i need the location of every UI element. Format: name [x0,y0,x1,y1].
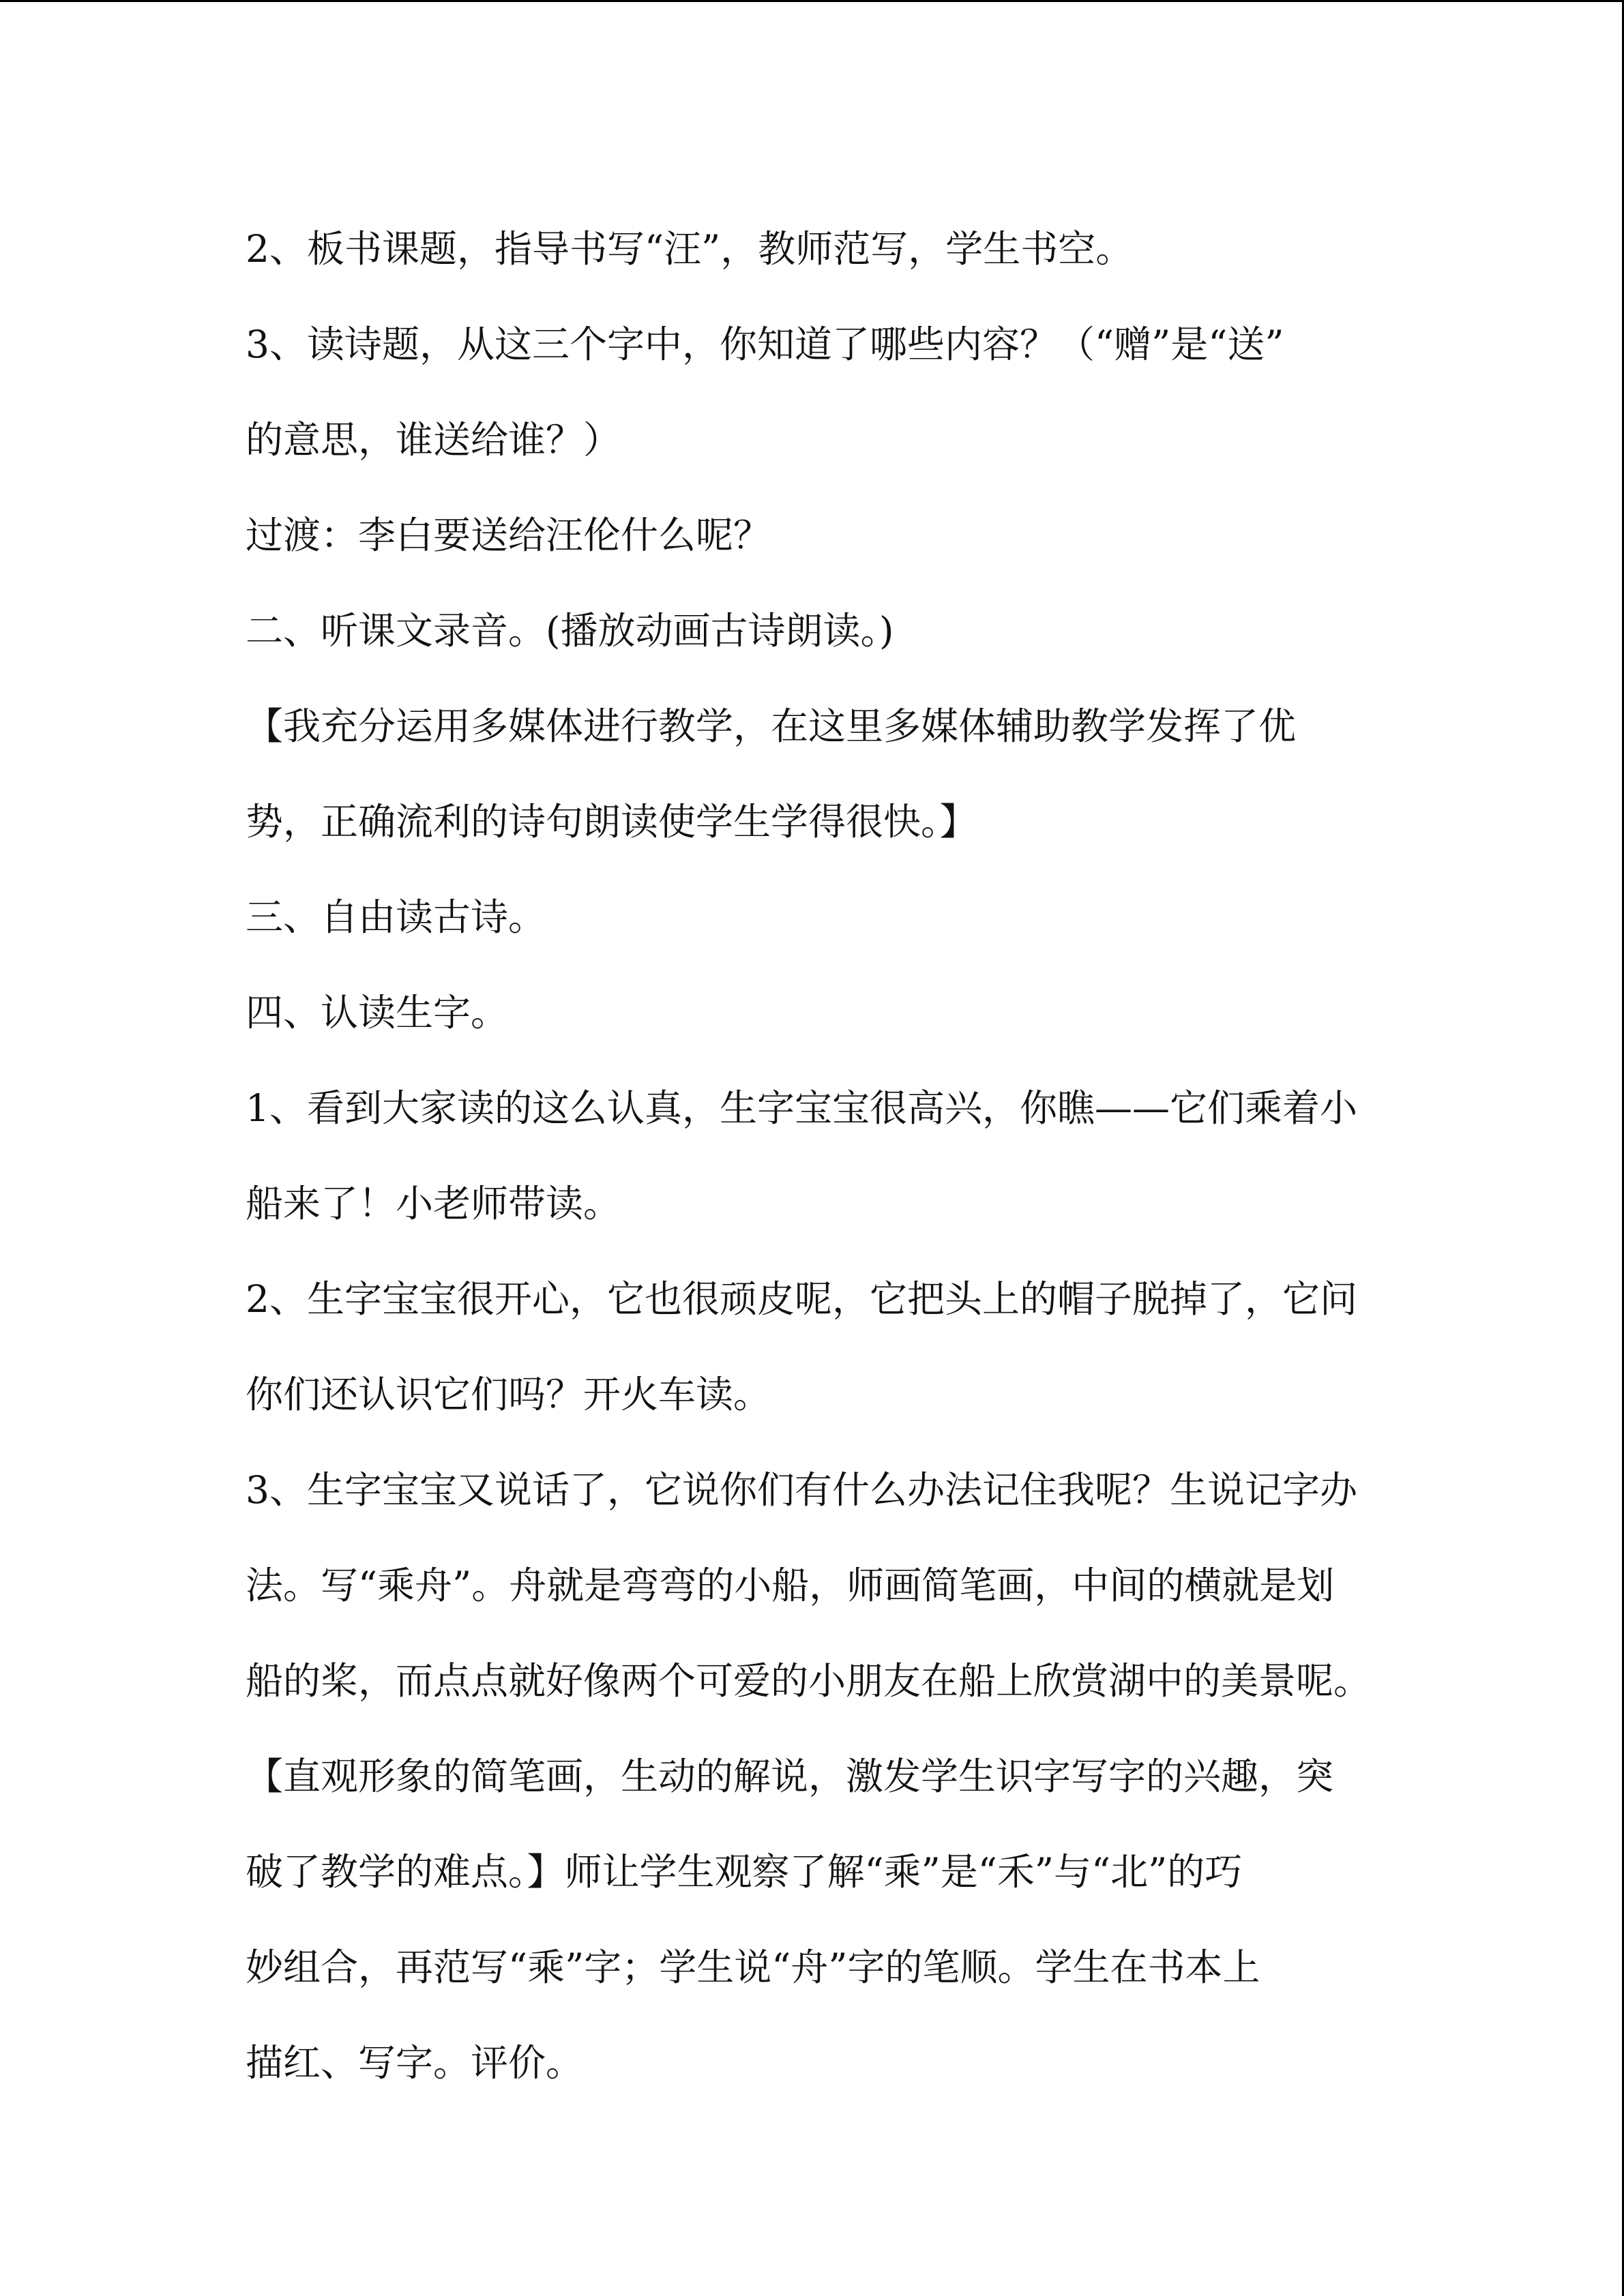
text-line: 3、生字宝宝又说话了，它说你们有什么办法记住我呢？生说记字办 [246,1468,1357,1512]
text-line: 势，正确流利的诗句朗读使学生学得很快。】 [246,800,977,844]
text-line: 2、生字宝宝很开心，它也很顽皮呢，它把头上的帽子脱掉了，它问 [246,1277,1357,1321]
text-line: 妙组合，再范写“乘”字；学生说“舟”字的笔顺。学生在书本上 [246,1945,1260,1989]
text-line: 3、读诗题，从这三个字中，你知道了哪些内容？（“赠”是“送” [246,323,1284,366]
text-line: 二、听课文录音。(播放动画古诗朗读。) [246,609,894,653]
text-line: 2、板书课题，指导书写“汪”，教师范写，学生书空。 [246,227,1134,271]
text-line: 船来了！小老师带读。 [246,1182,621,1225]
text-line: 船的桨，而点点就好像两个可爱的小朋友在船上欣赏湖中的美景呢。 [246,1659,1372,1703]
text-line: 破了教学的难点。】师让学生观察了解“乘”是“禾”与“北”的巧 [246,1850,1243,1894]
text-line: 你们还认识它们吗？开火车读。 [246,1373,771,1416]
text-line: 法。写“乘舟”。舟就是弯弯的小船，师画简笔画，中间的横就是划 [246,1564,1335,1607]
text-line: 三、自由读古诗。 [246,895,546,939]
text-line: 描红、写字。评价。 [246,2041,584,2085]
text-line: 过渡：李白要送给汪伦什么呢？ [246,513,771,557]
text-line: 【直观形象的简笔画，生动的解说，激发学生识字写字的兴趣，突 [246,1755,1334,1798]
text-line: 【我充分运用多媒体进行教学，在这里多媒体辅助教学发挥了优 [246,704,1297,748]
text-line: 1、看到大家读的这么认真，生字宝宝很高兴，你瞧——它们乘着小 [246,1086,1357,1130]
text-line: 四、认读生字。 [246,991,509,1034]
text-line: 的意思，谁送给谁？） [246,418,621,462]
